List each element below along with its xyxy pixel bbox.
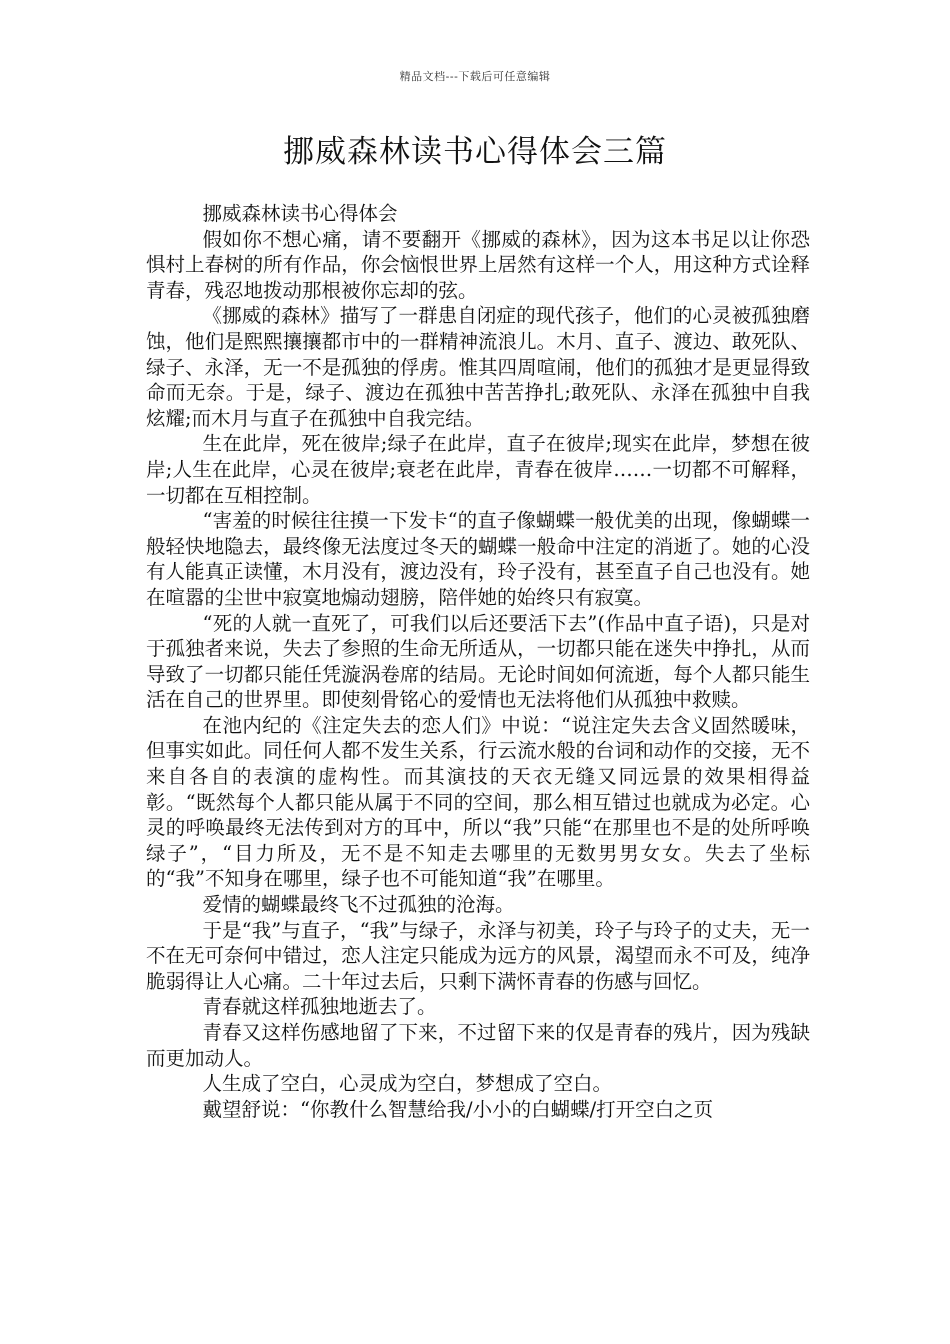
body-paragraph: 在池内纪的《注定失去的恋人们》中说：“说注定失去含义固然暖味，但事实如此。同任何人都不发生关系，行云流水般的台词和动作的交接，无不来自各自的表演的虚构性。而其演技的天衣无缝又同远景的效果相得益彰。“既然每个人都只能从属于不同的空间，那么相互错过也就成为必定。心灵的呼唤最终无法传到对方的耳中，所以“我”只能“在那里也不是的处所呼唤绿子”，“目力所及，无不是不知走去哪里的无数男男女女。失去了坐标的“我”不知身在哪里，绿子也不可能知道“我”在哪里。	[146, 713, 810, 891]
body-paragraph: 于是“我”与直子，“我”与绿子，永泽与初美，玲子与玲子的丈夫，无一不在无可奈何中错过，恋人注定只能成为远方的风景，渴望而永不可及，纯净脆弱得让人心痛。二十年过去后，只剩下满怀青春的伤感与回忆。	[146, 918, 810, 993]
header-note: 精品文档---下载后可任意编辑	[399, 70, 551, 83]
body-paragraph: 生在此岸，死在彼岸;绿子在此岸，直子在彼岸;现实在此岸，梦想在彼岸;人生在此岸，心灵在彼岸;衰老在此岸，青春在彼岸……一切都不可解释，一切都在互相控制。	[146, 432, 810, 507]
body-paragraph: 爱情的蝴蝶最终飞不过孤独的沧海。	[202, 893, 515, 917]
document-body	[146, 201, 810, 1122]
body-paragraph: 青春又这样伤感地留了下来，不过留下来的仅是青春的残片，因为残缺而更加动人。	[146, 1021, 810, 1070]
body-paragraph: 假如你不想心痛，请不要翻开《挪威的森林》，因为这本书足以让你恐惧村上春树的所有作品，你会恼恨世界上居然有这样一个人，用这种方式诠释青春，残忍地拨动那根被你忘却的弦。	[146, 227, 810, 302]
body-paragraph: “害羞的时候往往摸一下发卡“的直子像蝴蝶一般优美的出现，像蝴蝶一般轻快地隐去，最终像无法度过冬天的蝴蝶一般命中注定的消逝了。她的心没有人能真正读懂，木月没有，渡边没有，玲子没有，甚至直子自己也没有。她在喧嚣的尘世中寂寞地煽动翅膀，陪伴她的始终只有寂寞。	[146, 509, 810, 609]
subtitle-paragraph: 挪威森林读书心得体会	[202, 202, 398, 225]
body-paragraph: 戴望舒说：“你教什么智慧给我/小小的白蝴蝶/打开空白之页	[202, 1097, 714, 1121]
body-paragraph: “死的人就一直死了，可我们以后还要活下去”(作品中直子语)，只是对于孤独者来说，失去了参照的生命无所适从，一切都只能在迷失中挣扎，从而导致了一切都只能任凭漩涡卷席的结局。无论时间如何流逝，每个人都只能生活在自己的世界里。即使刻骨铭心的爱情也无法将他们从孤独中救赎。	[146, 611, 810, 712]
document-title: 挪威森林读书心得体会三篇	[283, 134, 667, 170]
body-paragraph: 人生成了空白，心灵成为空白，梦想成了空白。	[202, 1072, 613, 1096]
body-paragraph: 《挪威的森林》描写了一群患自闭症的现代孩子，他们的心灵被孤独磨蚀，他们是熙熙攘攘都市中的一群精神流浪儿。木月、直子、渡边、敢死队、绿子、永泽，无一不是孤独的俘虏。惟其四周喧闹，他们的孤独才是更显得致命而无奈。于是，绿子、渡边在孤独中苦苦挣扎;敢死队、永泽在孤独中自我炫耀;而木月与直子在孤独中自我完结。	[146, 304, 810, 430]
body-paragraph: 青春就这样孤独地逝去了。	[202, 995, 437, 1019]
